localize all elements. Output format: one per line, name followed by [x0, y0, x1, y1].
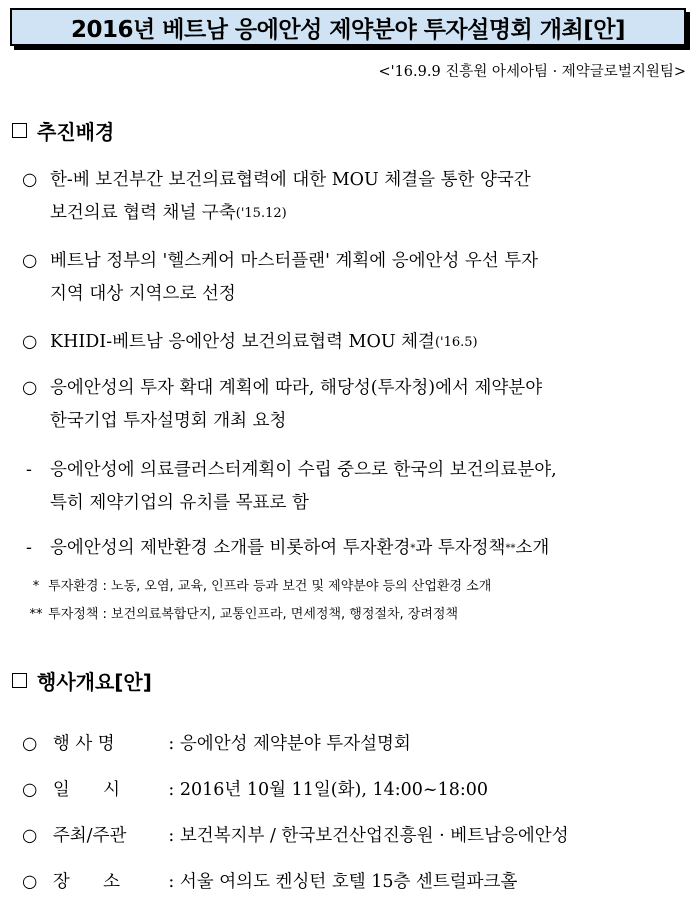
footnote: [28, 575, 491, 594]
circle-bullet-icon: ○: [22, 251, 38, 271]
item-line: 한국기업 투자설명회 개최 요청: [50, 411, 287, 431]
event-detail-row: ○ 장 소 : 서울 여의도 켄싱턴 호텔 15층 센트럴파크홀: [22, 868, 517, 893]
sub-list-item: [22, 532, 682, 565]
detail-label: 일 시: [52, 780, 121, 800]
item-line: 지역 대상 지역으로 선정: [50, 284, 236, 304]
item-line: 특히 제약기업의 유치를 목표로 함: [50, 493, 309, 513]
item-line: 응에안성에 의료클러스터계획이 수립 중으로 한국의 보건의료분야,: [50, 460, 557, 480]
event-detail-row: ○ 행 사 명 : 응에안성 제약분야 투자설명회: [22, 730, 411, 755]
section-heading-overview: [12, 666, 152, 695]
list-item: [22, 372, 682, 438]
detail-value: 응에안성 제약분야 투자설명회: [179, 734, 411, 754]
circle-bullet-icon: ○: [22, 378, 38, 398]
item-note: ('15.12): [235, 206, 287, 221]
circle-bullet-icon: ○: [22, 170, 38, 190]
item-line: 한-베 보건부간 보건의료협력에 대한 MOU 체결을 통한 양국간: [50, 170, 531, 190]
circle-bullet-icon: ○: [22, 332, 38, 352]
item-note: ('16.5): [434, 335, 478, 350]
title-bar: [10, 8, 686, 46]
list-item: [22, 326, 682, 359]
square-bullet-icon: [12, 123, 27, 138]
detail-label: 행 사 명: [52, 734, 115, 754]
item-line: [22, 326, 682, 359]
item-text: KHIDI-베트남 응에안성 보건의료협력 MOU 체결: [50, 332, 435, 352]
circle-bullet-icon: ○: [22, 872, 38, 892]
item-line: 베트남 정부의 '헬스케어 마스터플랜' 계획에 응에안성 우선 투자: [50, 251, 539, 271]
item-line: [22, 197, 682, 230]
dash-bullet: -: [26, 538, 32, 558]
footnote-text: 투자환경 : 노동, 오염, 교육, 인프라 등과 보건 및 제약분야 등의 산업환경 소개: [48, 579, 492, 594]
event-detail-row: ○ 주최/주관 : 보건복지부 / 한국보건산업진흥원 · 베트남응에안성: [22, 822, 569, 847]
section-heading-background: [12, 116, 114, 145]
item-line: 응에안성의 투자 확대 계획에 따라, 해당성(투자청)에서 제약분야: [50, 378, 543, 398]
detail-label: 주최/주관: [52, 826, 127, 846]
sub-list-item: [22, 454, 682, 520]
detail-value: 2016년 10월 11일(화), 14:00~18:00: [179, 780, 489, 800]
footnote-mark: *: [32, 579, 40, 594]
item-text: 과 투자정책: [415, 538, 506, 558]
footnote-mark: **: [505, 543, 516, 554]
footnote: [28, 603, 458, 622]
document-subtitle: <'16.9.9 진흥원 아세아팀 · 제약글로벌지원팀>: [378, 64, 686, 80]
item-text: 소개: [515, 538, 550, 558]
footnote-text: 투자정책 : 보건의료복합단지, 교통인프라, 면세정책, 행정절차, 장려정책: [48, 607, 459, 622]
dash-bullet: -: [26, 460, 32, 480]
footnote-mark: *: [410, 543, 416, 554]
detail-value: 서울 여의도 켄싱턴 호텔 15층 센트럴파크홀: [179, 872, 518, 892]
list-item: [22, 164, 682, 230]
square-bullet-icon: [12, 673, 27, 688]
circle-bullet-icon: ○: [22, 780, 38, 800]
section-title: 추진배경: [37, 120, 115, 144]
detail-value: 보건복지부 / 한국보건산업진흥원 · 베트남응에안성: [179, 826, 569, 846]
section-title: 행사개요[안]: [37, 670, 152, 694]
circle-bullet-icon: ○: [22, 826, 38, 846]
footnote-mark: **: [29, 607, 43, 622]
event-detail-row: ○ 일 시 : 2016년 10월 11일(화), 14:00~18:00: [22, 776, 488, 801]
detail-label: 장 소: [52, 872, 121, 892]
circle-bullet-icon: ○: [22, 734, 38, 754]
list-item: [22, 245, 682, 311]
item-line: [22, 532, 682, 565]
item-text: 보건의료 협력 채널 구축: [50, 203, 236, 223]
item-text: 응에안성의 제반환경 소개를 비롯하여 투자환경: [50, 538, 411, 558]
document-title: 2016년 베트남 응에안성 제약분야 투자설명회 개최[안]: [71, 16, 625, 43]
